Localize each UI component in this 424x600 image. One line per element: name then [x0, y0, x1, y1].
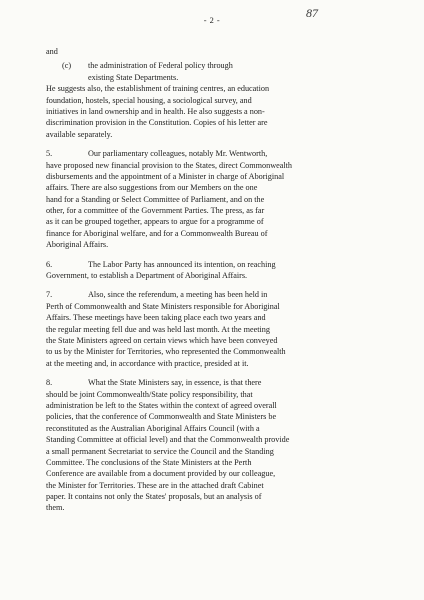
paragraph-line: What the State Ministers say, in essence, is that there	[88, 378, 262, 388]
paragraph-line: Affairs. These meetings have been taking place each two years and	[46, 313, 266, 323]
paragraph-line: Our parliamentary colleagues, notably Mr. Wentworth,	[88, 149, 268, 159]
paragraph-6	[46, 259, 382, 282]
paragraph-number: 7.	[46, 290, 53, 300]
paragraph-line: disbursements and the appointment of a Minister in charge of Aboriginal	[46, 171, 285, 181]
paragraph-line: He suggests also, the establishment of training centres, an education	[46, 84, 270, 94]
paragraph-number: 5.	[46, 149, 53, 159]
list-item-text-line-2: existing State Departments.	[88, 72, 179, 82]
list-item-c	[46, 60, 382, 71]
paragraph-line: Perth of Commonwealth and State Ministers responsible for Aboriginal	[46, 301, 280, 311]
paragraph-line: a small permanent Secretariat to service the Council and the Standing	[46, 446, 274, 456]
paragraph-line: discrimination provision in the Constitution. Copies of his letter are	[46, 118, 268, 128]
paragraph-line: hand for a Standing or Select Committee of Parliament, and on the	[46, 194, 265, 204]
paragraph-5	[46, 148, 382, 251]
paragraph-line: the regular meeting fell due and was held last month. At the meeting	[46, 324, 270, 334]
list-item-label: (c)	[62, 61, 72, 71]
paragraph-line: the State Ministers agreed on certain views which have been conveyed	[46, 335, 278, 345]
list-item-text-line-1: the administration of Federal policy through	[88, 61, 233, 71]
paragraph-line: to us by the Minister for Territories, who represented the Commonwealth	[46, 347, 286, 357]
lead-word: and	[46, 47, 58, 56]
paragraph-line: finance for Aboriginal welfare, and for a Commonwealth Bureau of	[46, 228, 268, 238]
page-number: - 2 -	[203, 16, 221, 25]
paragraph-line: as it can be grouped together, appears to argue for a programme of	[46, 217, 264, 227]
paragraph-line: paper. It contains not only the States' proposals, but an analysis of	[46, 492, 262, 502]
paragraph-line: available separately.	[46, 129, 113, 139]
document-body	[46, 46, 382, 514]
paragraph-8	[46, 377, 382, 514]
paragraph-number: 6.	[46, 259, 53, 269]
paragraph-line: Government, to establish a Department of Aboriginal Affairs.	[46, 271, 248, 281]
paragraph-number: 8.	[46, 378, 53, 388]
paragraph-line: reconstituted as the Australian Aboriginal Affairs Council (with a	[46, 423, 260, 433]
paragraph-7	[46, 289, 382, 369]
paragraph-line: Conference are available from a document provided by our colleague,	[46, 469, 276, 479]
paragraph-line: other, for a committee of the Government Parties. The press, as far	[46, 206, 265, 216]
paragraph-line: Aboriginal Affairs.	[46, 240, 109, 250]
paragraph-line: Standing Committee at official level) and that the Commonwealth provide	[46, 435, 290, 445]
paragraph-line: at the meeting and, in accordance with practice, presided at it.	[46, 358, 249, 368]
paragraph-suggestions	[46, 83, 382, 140]
paragraph-line: should be joint Commonwealth/State policy responsibility, that	[46, 389, 253, 399]
paragraph-line: policies, that the conference of Commonwealth and State Ministers be	[46, 412, 277, 422]
folio-number: 87	[306, 6, 318, 20]
paragraph-line: initiatives in land ownership and in health. He also suggests a non-	[46, 106, 265, 116]
paragraph-line: foundation, hostels, special housing, a sociological survey, and	[46, 95, 252, 105]
paragraph-line: the Minister for Territories. These are in the attached draft Cabinet	[46, 480, 264, 490]
paragraph-line: Committee. The conclusions of the State Ministers at the Perth	[46, 457, 252, 467]
paragraph-line: administration be left to the States within the context of agreed overall	[46, 400, 277, 410]
paragraph-line: them.	[46, 503, 65, 513]
paragraph-line: Also, since the referendum, a meeting has been held in	[88, 290, 268, 300]
paragraph-line: have proposed new financial provision to the States, direct Commonwealth	[46, 160, 293, 170]
paragraph-line: affairs. There are also suggestions from our Members on the one	[46, 183, 258, 193]
paragraph-line: The Labor Party has announced its intention, on reaching	[88, 259, 276, 269]
